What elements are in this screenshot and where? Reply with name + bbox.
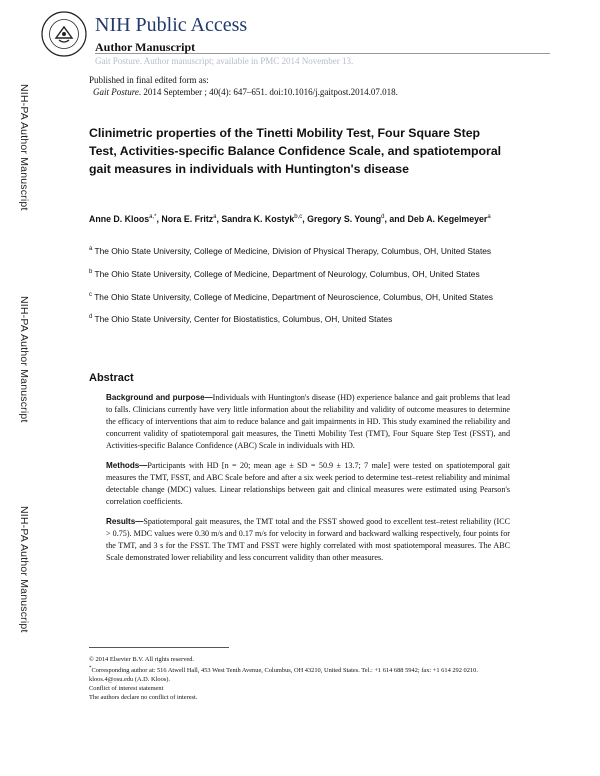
journal-name: Gait Posture — [93, 87, 139, 97]
affiliation — [89, 266, 509, 281]
abstract-body — [106, 392, 510, 572]
affiliation-text: The Ohio State University, College of Medicine, Department of Neurology, Columbus, OH, United States — [94, 268, 480, 279]
affiliation-text: The Ohio State University, Center for Biostatistics, Columbus, OH, United States — [94, 314, 393, 325]
author-name: Deb A. Kegelmeyer — [407, 213, 488, 224]
footnote-rule — [89, 647, 229, 648]
affiliation-mark: c — [89, 291, 92, 298]
author-separator: , — [302, 213, 308, 224]
affiliation — [89, 311, 509, 326]
author-affil-mark: b,c — [294, 214, 303, 220]
author-name: Sandra K. Kostyk — [221, 213, 295, 224]
abstract-section-methods — [106, 460, 510, 508]
author-manuscript-label: Author Manuscript — [95, 40, 196, 54]
abstract-section-head: Results— — [106, 517, 144, 527]
sidebar-label: NIH-PA Author Manuscript — [18, 506, 30, 633]
nih-header — [40, 10, 580, 74]
affiliation-text: The Ohio State University, College of Medicine, Division of Physical Therapy, Columbus, OH, United States — [94, 245, 492, 256]
copyright-note: © 2014 Elsevier B.V. All rights reserved. — [89, 656, 195, 663]
corresponding-author-text: Corresponding author at: 516 Atwell Hall, 453 West Tenth Avenue, Columbus, OH 43210, United States. Tel.: +1 614 688 5942; fax: +1 614 292 0210. kloos.4@osu.edu (A.D. Kloos). — [89, 667, 478, 684]
affiliation-mark: d — [89, 314, 93, 321]
sidebar-label: NIH-PA Author Manuscript — [18, 296, 30, 423]
author-affil-mark: a,* — [149, 214, 157, 220]
abstract-section-text: Individuals with Huntington's disease (HD) experience balance and gait problems that lead to falls. Clinicians currently have very little information about the reliability and validity of outcome measures to determine the efficacy of interventions that aim to reduce balance and gait impairments in HD. This study examined the reliability and concurrent validity of spatiotemporal gait measures, the Tinetti Mobility Test (TMT), Four Square Step Test (FSST), and Activities-specific Balance Confidence (ABC) Scale in individuals with HD. — [106, 393, 510, 450]
availability-note: Gait Posture. Author manuscript; available in PMC 2014 November 13. — [95, 56, 354, 66]
author-separator: , — [216, 213, 222, 224]
abstract-section-text: Participants with HD [n = 20; mean age ± SD = 50.9 ± 13.7; 7 male] were tested on spatiotemporal gait measures the TMT, FSST, and ABC Scale before and after a six week period to determine test–retest reliability and minimal detectable change (MDC) values. Linear relationships between gait and clinical measures were estimated using Pearson's correlation coefficients. — [106, 461, 510, 507]
sidebar-label: NIH-PA Author Manuscript — [18, 84, 30, 211]
corresponding-author-note — [89, 664, 509, 684]
abstract-section-background — [106, 392, 510, 452]
abstract-section-results — [106, 516, 510, 564]
affiliation-mark: a — [89, 246, 93, 252]
affiliation-mark: b — [89, 268, 93, 275]
article-title: Clinimetric properties of the Tinetti Mobility Test, Four Square Step Test, Activities-specific Balance Confidence Scale, and spatiotemporal gait measures in individuals with Huntington's disease — [89, 126, 502, 176]
corresponding-mark: * — [89, 666, 92, 671]
abstract-section-head: Methods— — [106, 461, 148, 471]
conflict-text: The authors declare no conflict of interest. — [89, 694, 198, 702]
affiliation — [89, 289, 509, 304]
conflict-title: Conflict of interest statement — [89, 685, 164, 693]
author-name: Nora E. Fritz — [161, 213, 214, 224]
affiliation-text: The Ohio State University, College of Medicine, Department of Neuroscience, Columbus, OH, United States — [94, 291, 493, 302]
publication-info — [89, 74, 398, 98]
affiliation-list — [89, 243, 509, 334]
author-separator: , and — [384, 213, 408, 224]
abstract-section-head: Background and purpose— — [106, 393, 213, 402]
affiliation — [89, 243, 509, 258]
nih-pa-sidebar — [8, 78, 30, 638]
footnotes — [89, 655, 509, 702]
abstract-section-text: Spatiotemporal gait measures, the TMT total and the FSST showed good to excellent test–retest reliability (ICC > 0.75). MDC values were 0.30 m/s and 0.17 m/s for velocity in forward and backward walking respectively, four points for the TMT, and 3 s for the FSST. The TMT and FSST were highly correlated with most spatiotemporal measures. The ABC Scale demonstrated lower reliability and less concurrent validity than other measures. — [106, 517, 510, 563]
author-affil-mark: a — [213, 214, 217, 220]
published-line: Published in final edited form as: — [89, 75, 209, 85]
author-affil-mark: d — [381, 214, 385, 220]
author-name: Gregory S. Young — [307, 213, 382, 224]
citation-details: . 2014 September ; 40(4): 647–651. doi:10.1016/j.gaitpost.2014.07.018. — [138, 87, 398, 97]
nih-public-access-title: NIH Public Access — [95, 14, 248, 36]
abstract-heading: Abstract — [89, 372, 134, 384]
author-separator: , — [156, 213, 162, 224]
author-list — [89, 211, 509, 226]
author-affil-mark: a — [487, 214, 491, 220]
author-name: Anne D. Kloos — [89, 213, 150, 224]
citation-line — [89, 86, 398, 98]
nih-logo-icon — [40, 10, 88, 58]
